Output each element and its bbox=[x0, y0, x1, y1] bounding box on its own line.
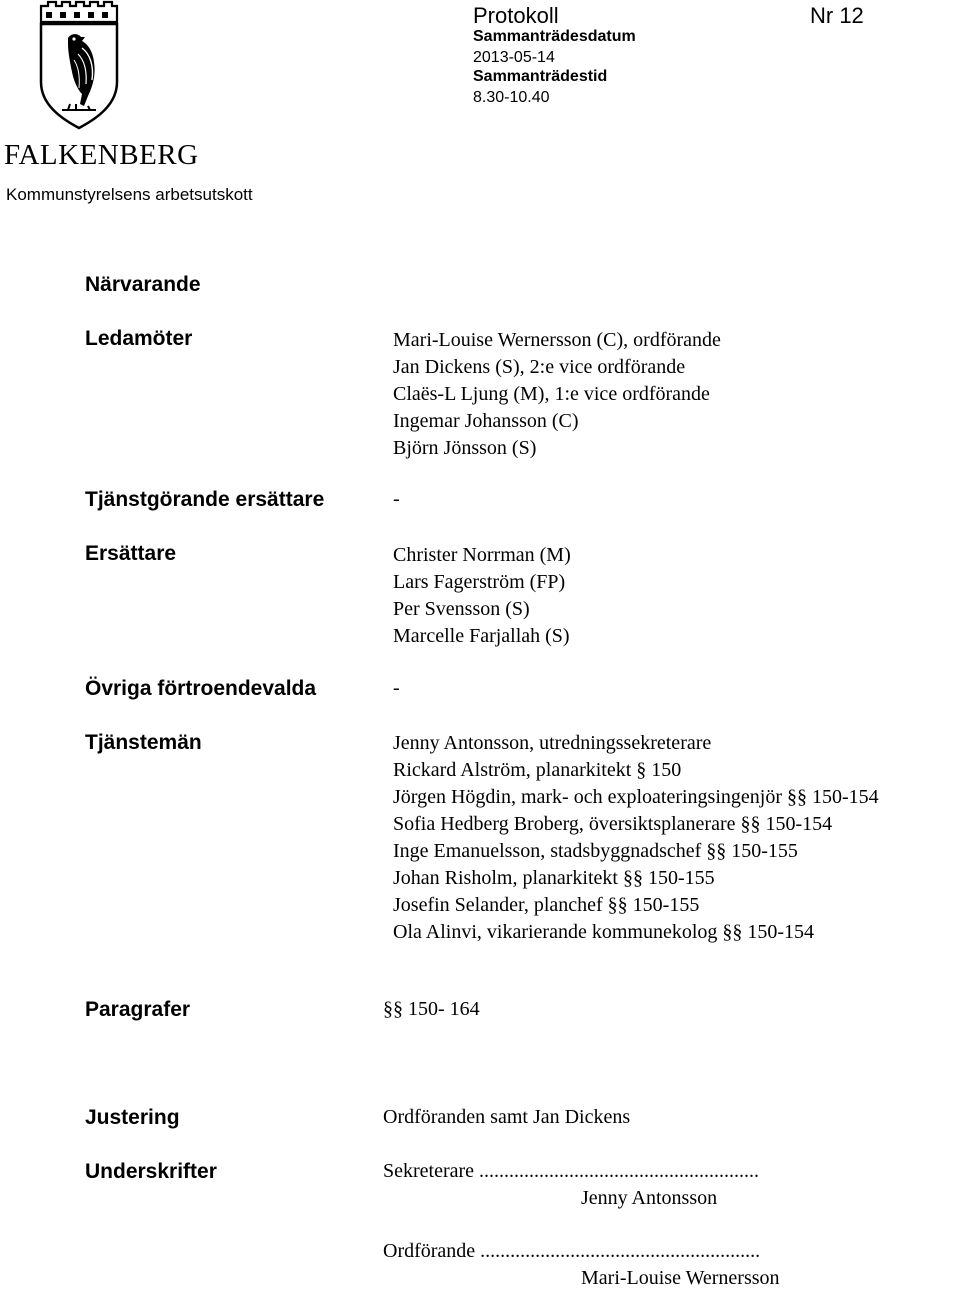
official-item: Johan Risholm, planarkitekt §§ 150-155 bbox=[393, 867, 715, 889]
chair-signature-line: Ordförande ........................................................ bbox=[383, 1240, 761, 1262]
substitute-item: Per Svensson (S) bbox=[393, 598, 530, 620]
substitute-item: Marcelle Farjallah (S) bbox=[393, 625, 570, 647]
official-item: Jenny Antonsson, utredningssekreterare bbox=[393, 732, 712, 754]
adjustment-value: Ordföranden samt Jan Dickens bbox=[383, 1106, 631, 1128]
substitute-item: Christer Norrman (M) bbox=[393, 544, 571, 566]
document-title: Protokoll bbox=[473, 3, 559, 28]
serving-substitutes-value: - bbox=[393, 488, 400, 510]
meeting-date-value: 2013-05-14 bbox=[473, 49, 555, 66]
signatures-label: Underskrifter bbox=[85, 1160, 217, 1183]
other-elected-value: - bbox=[393, 677, 400, 699]
official-item: Inge Emanuelsson, stadsbyggnadschef §§ 150-155 bbox=[393, 840, 798, 862]
official-item: Jörgen Högdin, mark- och exploateringsingenjör §§ 150-154 bbox=[393, 786, 879, 808]
paragraphs-value: §§ 150- 164 bbox=[383, 998, 480, 1020]
adjustment-label: Justering bbox=[85, 1106, 180, 1129]
meeting-time-label: Sammanträdestid bbox=[473, 68, 608, 85]
organization-name: FALKENBERG bbox=[4, 139, 199, 171]
meeting-time-value: 8.30-10.40 bbox=[473, 89, 550, 106]
member-item: Claës-L Ljung (M), 1:e vice ordförande bbox=[393, 383, 710, 405]
officials-label: Tjänstemän bbox=[85, 731, 202, 754]
official-item: Ola Alinvi, vikarierande kommunekolog §§ 150-154 bbox=[393, 921, 815, 943]
substitutes-list bbox=[393, 542, 571, 650]
members-label: Ledamöter bbox=[85, 327, 193, 350]
substitute-item: Lars Fagerström (FP) bbox=[393, 571, 566, 593]
member-item: Mari-Louise Wernersson (C), ordförande bbox=[393, 329, 721, 351]
meeting-date-label: Sammanträdesdatum bbox=[473, 28, 636, 45]
member-item: Jan Dickens (S), 2:e vice ordförande bbox=[393, 356, 686, 378]
committee-name: Kommunstyrelsens arbetsutskott bbox=[6, 185, 253, 204]
chair-name: Mari-Louise Wernersson bbox=[581, 1267, 780, 1289]
document-number: Nr 12 bbox=[810, 3, 864, 28]
official-item: Josefin Selander, planchef §§ 150-155 bbox=[393, 894, 700, 916]
members-list bbox=[393, 327, 721, 462]
member-item: Ingemar Johansson (C) bbox=[393, 410, 579, 432]
serving-substitutes-label: Tjänstgörande ersättare bbox=[85, 488, 325, 511]
paragraphs-label: Paragrafer bbox=[85, 998, 191, 1021]
other-elected-label: Övriga förtroendevalda bbox=[85, 677, 317, 700]
officials-list bbox=[393, 730, 879, 946]
official-item: Sofia Hedberg Broberg, översiktsplanerare §§ 150-154 bbox=[393, 813, 833, 835]
secretary-name: Jenny Antonsson bbox=[581, 1187, 718, 1209]
secretary-signature-line: Sekreterare ........................................................ bbox=[383, 1160, 760, 1182]
official-item: Rickard Alström, planarkitekt § 150 bbox=[393, 759, 682, 781]
attendance-heading: Närvarande bbox=[85, 273, 201, 296]
falkenberg-coat-of-arms-logo bbox=[38, 0, 120, 130]
substitutes-label: Ersättare bbox=[85, 542, 177, 565]
member-item: Björn Jönsson (S) bbox=[393, 437, 537, 459]
